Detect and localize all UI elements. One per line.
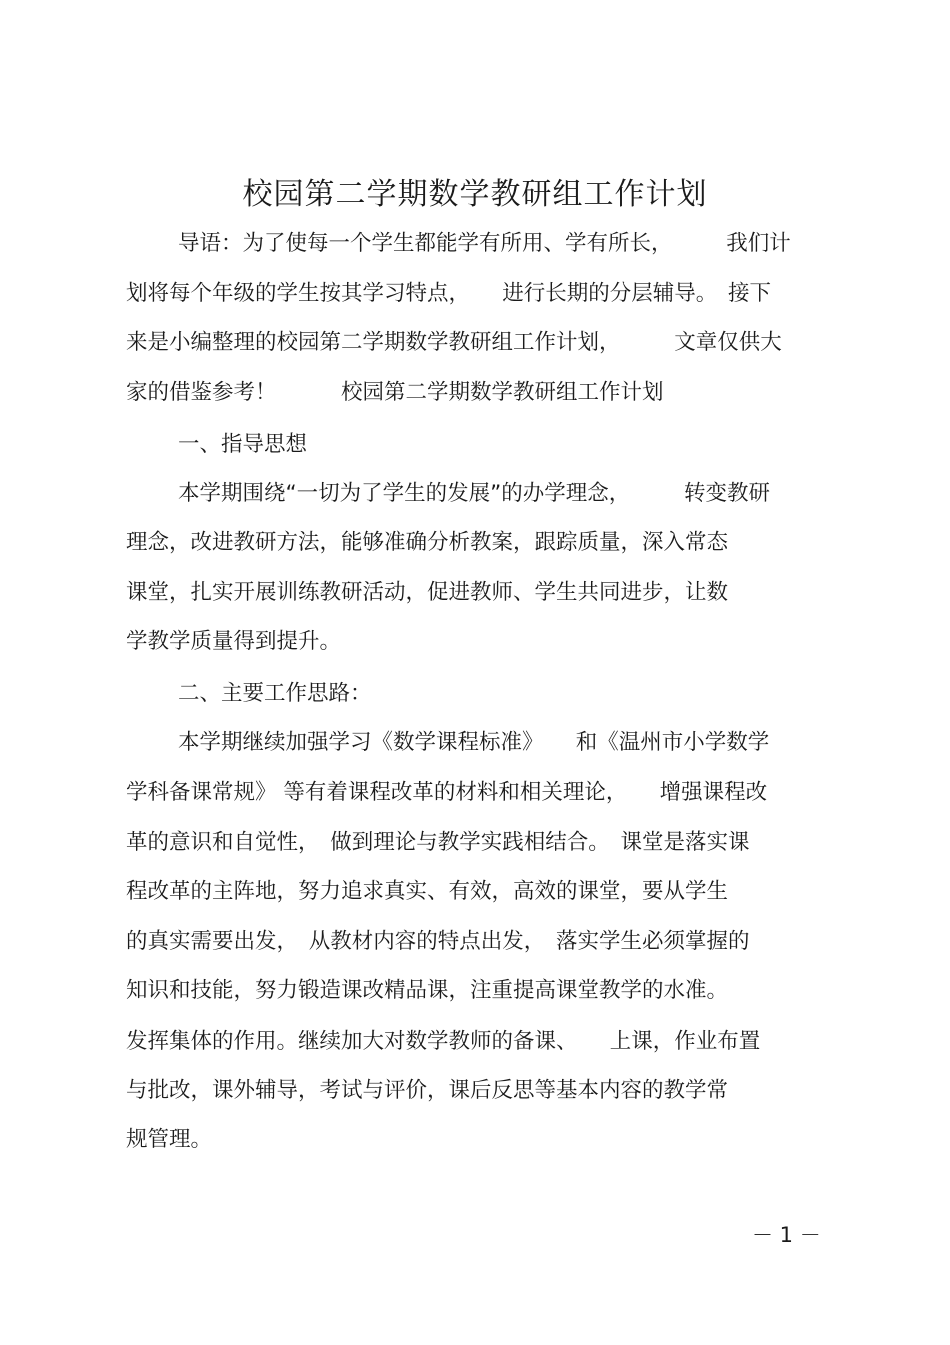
paragraph-line-7: 理念，改进教研方法，能够准确分析教案，跟踪质量，深入常态: [126, 530, 729, 555]
paragraph-line-14: 程改革的主阵地，努力追求真实、有效，高效的课堂，要从学生: [126, 879, 729, 904]
paragraph-line-16: 知识和技能，努力锻造课改精品课，注重提高课堂教学的水准。: [126, 978, 729, 1003]
paragraph-line-18: 与批改，课外辅导，考试与评价，课后反思等基本内容的教学常: [126, 1078, 729, 1103]
paragraph-line-4: 家的借鉴参考！ 校园第二学期数学教研组工作计划: [126, 380, 664, 405]
page-title: 校园第二学期数学教研组工作计划: [242, 177, 708, 212]
paragraph-line-12: 学科备课常规》 等有着课程改革的材料和相关理论， 增强课程改: [126, 780, 768, 805]
paragraph-line-13: 革的意识和自觉性， 做到理论与教学实践相结合。 课堂是落实课: [126, 830, 750, 855]
paragraph-line-9: 学教学质量得到提升。: [126, 629, 342, 654]
page-number: － 1 －: [752, 1223, 821, 1247]
paragraph-line-8: 课堂，扎实开展训练教研活动，促进教师、学生共同进步，让数: [126, 580, 729, 605]
paragraph-line-15: 的真实需要出发， 从教材内容的特点出发， 落实学生必须掌握的: [126, 929, 750, 954]
paragraph-line-19: 规管理。: [126, 1127, 213, 1152]
paragraph-line-17: 发挥集体的作用。继续加大对数学教师的备课、 上课，作业布置: [126, 1029, 761, 1054]
paragraph-line-1: 导语：为了使每一个学生都能学有所用、学有所长， 我们计: [178, 231, 791, 256]
paragraph-line-6: 本学期围绕“一切为了学生的发展”的办学理念， 转变教研: [178, 481, 771, 506]
section-heading-guiding-thought: 一、指导思想: [178, 432, 308, 457]
section-heading-work-ideas: 二、主要工作思路：: [178, 681, 372, 706]
paragraph-line-11: 本学期继续加强学习《数学课程标准》 和《温州市小学数学: [178, 730, 770, 755]
paragraph-line-3: 来是小编整理的校园第二学期数学教研组工作计划， 文章仅供大: [126, 330, 782, 355]
paragraph-line-2: 划将每个年级的学生按其学习特点， 进行长期的分层辅导。 接下: [126, 281, 772, 306]
